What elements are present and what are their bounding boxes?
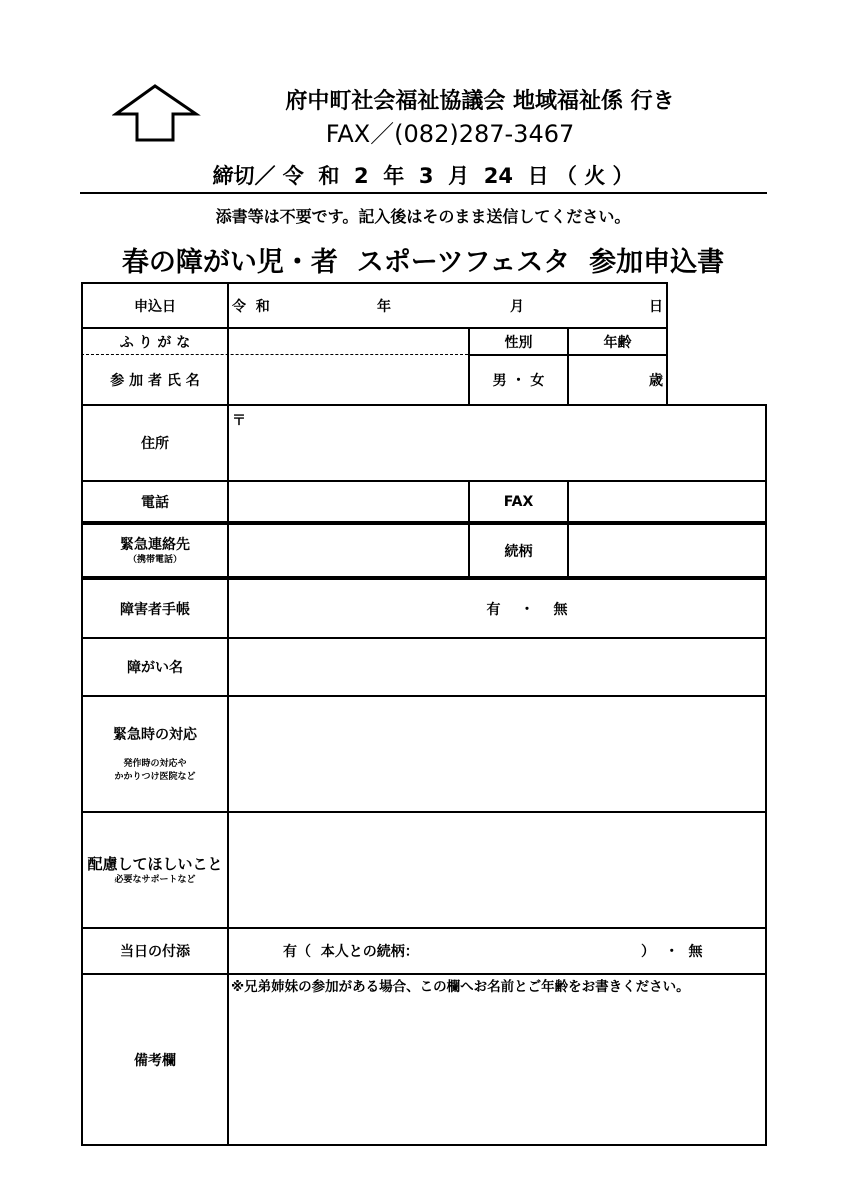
disability-name-label: 障がい名 [127,660,183,676]
relationship-input[interactable] [569,525,765,576]
participant-name-label: 参 加 者 氏 名 [110,373,200,389]
emergency-response-sublabel-1: 発作時の対応や [123,759,187,769]
table-border-bottom [81,1144,767,1146]
fax-input[interactable] [569,482,765,521]
submission-note: 添書等は不要です。記入後はそのまま送信してください。 [215,207,631,226]
emergency-response-label: 緊急時の対応 [113,727,197,743]
remarks-label: 備考欄 [134,1052,176,1069]
age-unit: 歳 [649,373,663,389]
considerations-input[interactable] [229,813,765,927]
form-title: 春の障がい児・者 スポーツフェスタ 参加申込書 [121,247,725,278]
participant-name-input[interactable] [229,356,468,404]
postal-mark: 〒 [232,413,246,429]
disability-handbook-label: 障害者手帳 [120,601,190,618]
furigana-label: ふ り が な [119,334,191,351]
phone-label: 電話 [141,494,169,511]
emergency-response-input[interactable] [229,697,765,811]
furigana-dashed-divider [81,354,468,355]
emergency-contact-sublabel: （携帯電話） [127,555,182,565]
address-label: 住所 [141,436,169,452]
emergency-contact-label-group [83,525,227,576]
table-border-right [765,404,767,1146]
attendant-label: 当日の付添 [120,944,190,960]
remarks-instruction: ※兄弟姉妹の参加がある場合、この欄へお名前とご年齢をお書きください。 [231,979,690,995]
header-divider [80,192,767,194]
age-input[interactable] [569,356,666,404]
attendant-field[interactable] [229,929,765,973]
attendant-yes-relationship: 有（ 本人との続柄： [283,944,419,960]
disability-handbook-options[interactable]: 有 ・ 無 [486,601,568,618]
deadline: 締切／ 令 和 2 年 3 月 24 日 （ 火 ） [212,164,634,188]
month-label: 月 [510,298,524,315]
application-date-field[interactable] [229,284,666,327]
recipient-heading: 府中町社会福祉協議会 地域福祉係 行き [285,89,675,114]
application-date-label: 申込日 [134,298,176,315]
attendant-no: ） ・ 無 [641,944,703,960]
fax-label: FAX [503,493,534,510]
disability-name-input[interactable] [229,639,765,695]
phone-input[interactable] [229,482,468,521]
day-label: 日 [649,298,663,315]
remarks-input[interactable] [229,975,765,1144]
emergency-contact-label: 緊急連絡先 [120,537,190,553]
emergency-response-label-group [83,697,227,811]
gender-label: 性別 [504,334,533,351]
relationship-label: 続柄 [504,543,533,560]
address-input[interactable] [229,406,765,480]
top-section-border-right [666,282,668,406]
year-label: 年 [377,298,391,315]
considerations-label-group [83,813,227,927]
emergency-contact-input[interactable] [229,525,468,576]
up-arrow-outline-icon [112,82,202,146]
age-label: 年齢 [603,334,632,351]
furigana-input[interactable] [229,329,468,354]
era-label: 令 和 [232,298,270,315]
considerations-label: 配慮してほしいこと [87,855,223,873]
considerations-sublabel: 必要なサポートなど [114,875,196,885]
gender-options[interactable]: 男 ・ 女 [492,373,545,389]
emergency-response-sublabel-2: かかりつけ医院など [114,772,196,782]
fax-number: FAX／(082)287-3467 [325,120,575,148]
